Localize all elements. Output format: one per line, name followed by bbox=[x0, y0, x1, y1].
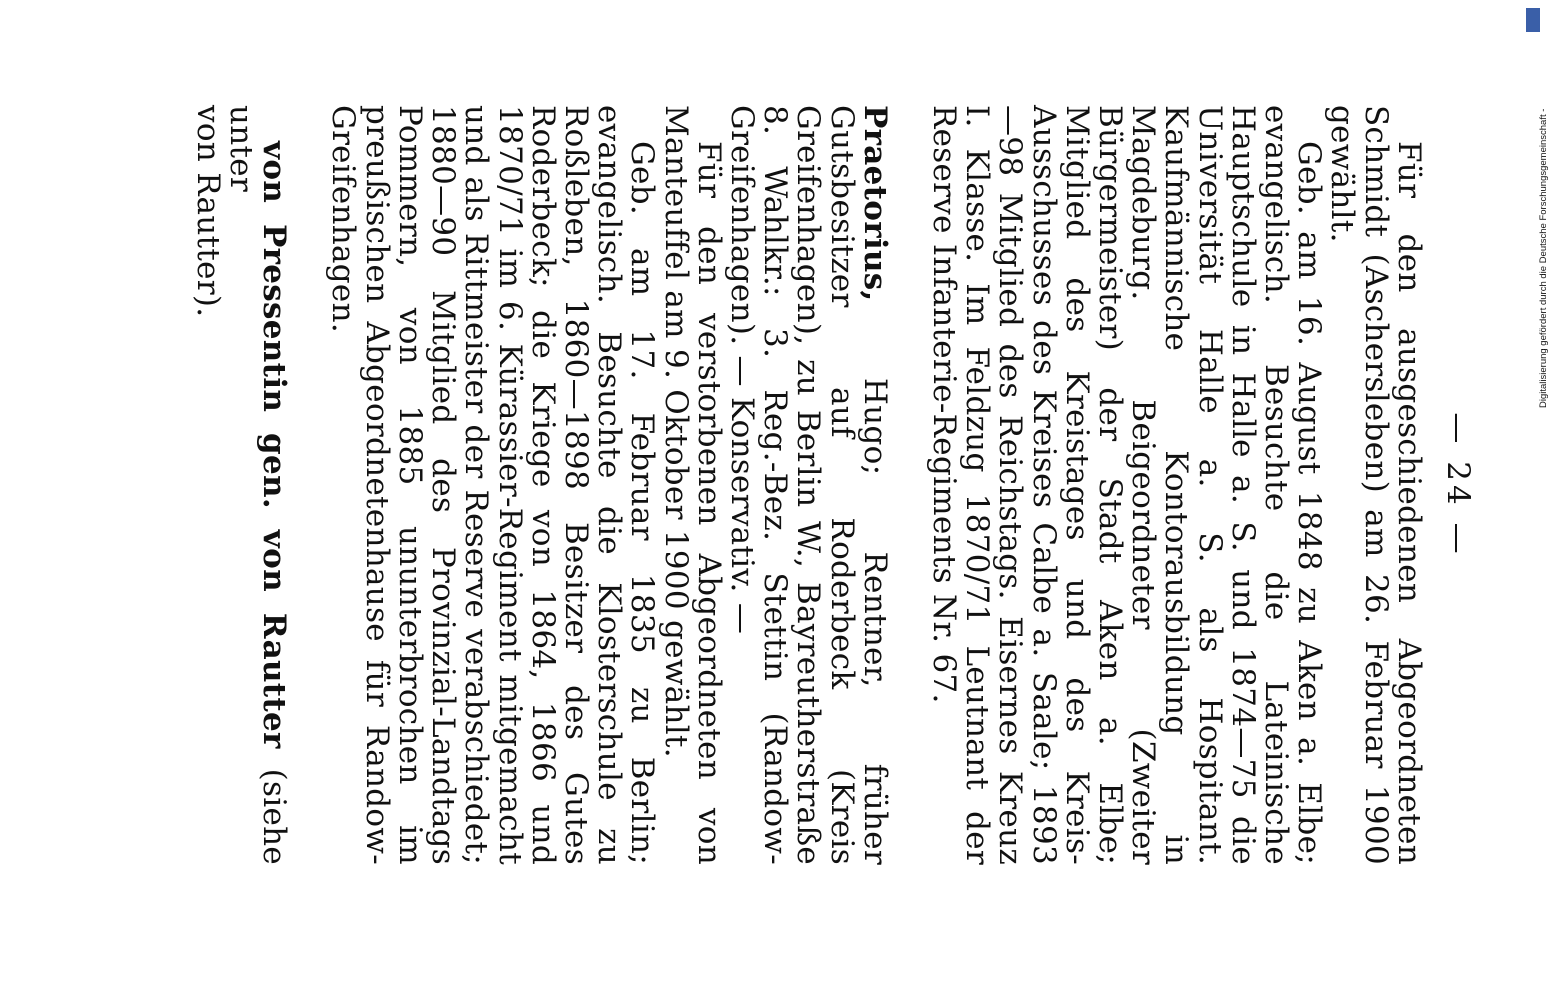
cross-reference-continuation: von Rautter). bbox=[189, 105, 226, 318]
funding-notice-text: Digitalisierung gefördert durch die Deutsche Forschungsgemeinschaft - bbox=[1538, 108, 1549, 408]
biography: Geb. am 17. Februar 1835 zu Berlin; evangelisch. Besuchte die Klosterschule zu Roßleben, 1860—1898 Besitzer des Gutes Roderbeck; die Kriege von 1864, 1866 und 1870/71 im 6. Kürassier-Regiment mitgemacht und als Rittmeister der Reserve verabschiedet; 1880—90 Mitglied des Provinzial-Landtags Pommern, von 1885 ununterbrochen im preußischen Abgeordnetenhause für Randow-Greifenhagen. bbox=[325, 105, 661, 865]
cross-reference bbox=[223, 105, 293, 866]
election-note: Für den ausgeschiedenen Abgeordneten Schmidt (Aschersleben) am 26. Februar 1900 gewählt. bbox=[1324, 105, 1427, 865]
election-note: Für den verstorbenen Abgeordneten von Manteuffel am 9. Oktober 1900 gewählt. bbox=[657, 105, 727, 865]
entry-name: von Pressentin gen. von Rautter bbox=[256, 141, 293, 749]
entry-separator bbox=[891, 105, 927, 865]
page-number: — 24 — bbox=[1440, 412, 1476, 558]
entry-header bbox=[725, 105, 891, 865]
entry-pressentin bbox=[191, 105, 291, 865]
cross-reference-text: (siehe unter bbox=[223, 105, 293, 866]
entry-separator bbox=[290, 105, 326, 865]
page-body bbox=[191, 105, 1474, 865]
funding-notice bbox=[1523, 8, 1549, 408]
entry-schmidt-successor bbox=[927, 105, 1425, 865]
entry-name: Praetorius, bbox=[856, 105, 893, 302]
biography: Geb. am 16. August 1848 zu Aken a. Elbe; evangelisch. Besuchte die Lateinische Hauptschule in Halle a. S. und 1874—75 die Universität Halle a. S. als Hospitant. Kaufmännische Kontorausbildung in Magdeburg. Beigeordneter (Zweiter Bürgermeister) der Stadt Aken a. Elbe; Mitglied des Kreistages und des Kreis-Ausschusses des Kreises Calbe a. Saale; 1893—98 Mitglied des Reichstags. Eisernes Kreuz I. Klasse. Im Feldzug 1870/71 Leutnant der Reserve Infanterie-Regiments Nr. 67. bbox=[925, 105, 1328, 865]
entry-details: Hugo; Rentner, früher Gutsbesitzer auf Roderbeck (Kreis Greifenhagen), zu Berlin W., Bayreutherstraße 8. Wahlkr.: 3. Reg.-Bez. Stettin (Randow-Greifenhagen). — Konservativ. — bbox=[723, 105, 893, 865]
entry-praetorius bbox=[325, 105, 893, 865]
dfg-logo: DFG bbox=[1526, 8, 1540, 32]
